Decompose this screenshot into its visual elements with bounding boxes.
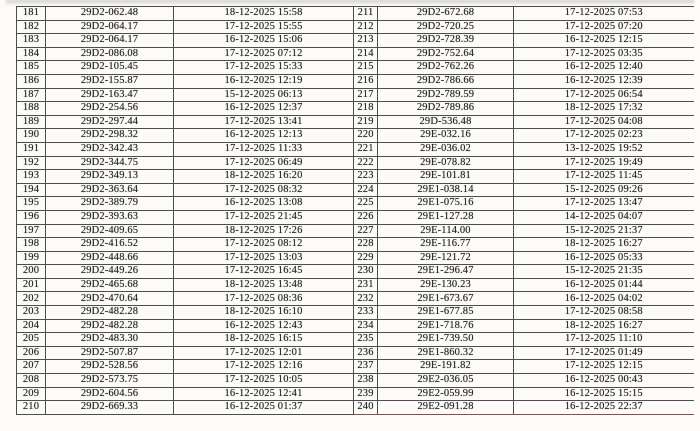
plate-number-cell: 29D2-344.75 bbox=[46, 156, 174, 170]
plate-number-cell: 29D2-720.25 bbox=[378, 20, 514, 34]
row-number-cell: 217 bbox=[354, 88, 378, 102]
plate-number-cell: 29D2-507.87 bbox=[46, 346, 174, 360]
datetime-cell: 15-12-2025 21:37 bbox=[514, 224, 694, 238]
row-number-cell: 202 bbox=[17, 292, 46, 306]
table-row bbox=[17, 238, 694, 252]
datetime-cell: 17-12-2025 16:45 bbox=[174, 265, 354, 279]
row-number-cell: 196 bbox=[17, 210, 46, 224]
table-row bbox=[17, 319, 694, 333]
table-row bbox=[17, 47, 694, 61]
row-number-cell: 229 bbox=[354, 251, 378, 265]
datetime-cell: 17-12-2025 11:10 bbox=[514, 333, 694, 347]
plate-number-cell: 29E-116.77 bbox=[378, 238, 514, 252]
row-number-cell: 206 bbox=[17, 346, 46, 360]
table-row bbox=[17, 197, 694, 211]
row-number-cell: 191 bbox=[17, 142, 46, 156]
plate-number-cell: 29D2-064.17 bbox=[46, 34, 174, 48]
datetime-cell: 18-12-2025 16:27 bbox=[514, 319, 694, 333]
plate-number-cell: 29D2-163.47 bbox=[46, 88, 174, 102]
row-number-cell: 227 bbox=[354, 224, 378, 238]
plate-number-cell: 29D2-573.75 bbox=[46, 374, 174, 388]
datetime-cell: 18-12-2025 16:20 bbox=[174, 170, 354, 184]
datetime-cell: 17-12-2025 11:45 bbox=[514, 170, 694, 184]
row-number-cell: 231 bbox=[354, 278, 378, 292]
plate-number-cell: 29D2-062.48 bbox=[46, 7, 174, 21]
row-number-cell: 193 bbox=[17, 170, 46, 184]
row-number-cell: 183 bbox=[17, 34, 46, 48]
plate-number-cell: 29D2-155.87 bbox=[46, 74, 174, 88]
datetime-cell: 17-12-2025 11:33 bbox=[174, 142, 354, 156]
table-row bbox=[17, 360, 694, 374]
row-number-cell: 199 bbox=[17, 251, 46, 265]
datetime-cell: 17-12-2025 08:36 bbox=[174, 292, 354, 306]
table-row bbox=[17, 61, 694, 75]
datetime-cell: 16-12-2025 12:40 bbox=[514, 61, 694, 75]
datetime-cell: 17-12-2025 04:08 bbox=[514, 115, 694, 129]
row-number-cell: 198 bbox=[17, 238, 46, 252]
plate-number-cell: 29D2-762.26 bbox=[378, 61, 514, 75]
datetime-cell: 17-12-2025 12:15 bbox=[514, 360, 694, 374]
plate-number-cell: 29E-036.02 bbox=[378, 142, 514, 156]
plate-number-cell: 29D2-349.13 bbox=[46, 170, 174, 184]
row-number-cell: 185 bbox=[17, 61, 46, 75]
datetime-cell: 16-12-2025 13:08 bbox=[174, 197, 354, 211]
row-number-cell: 238 bbox=[354, 374, 378, 388]
datetime-cell: 18-12-2025 16:10 bbox=[174, 306, 354, 320]
datetime-cell: 16-12-2025 05:33 bbox=[514, 251, 694, 265]
plate-number-cell: 29E-101.81 bbox=[378, 170, 514, 184]
plate-number-cell: 29D2-254.56 bbox=[46, 102, 174, 116]
datetime-cell: 16-12-2025 22:37 bbox=[514, 401, 694, 415]
datetime-cell: 17-12-2025 08:58 bbox=[514, 306, 694, 320]
datetime-cell: 18-12-2025 13:48 bbox=[174, 278, 354, 292]
plate-number-cell: 29E1-673.67 bbox=[378, 292, 514, 306]
plate-number-cell: 29D2-416.52 bbox=[46, 238, 174, 252]
row-number-cell: 223 bbox=[354, 170, 378, 184]
plate-number-cell: 29D2-297.44 bbox=[46, 115, 174, 129]
table-row bbox=[17, 346, 694, 360]
datetime-cell: 15-12-2025 09:26 bbox=[514, 183, 694, 197]
datetime-cell: 17-12-2025 07:20 bbox=[514, 20, 694, 34]
datetime-cell: 17-12-2025 13:41 bbox=[174, 115, 354, 129]
plate-number-cell: 29E2-036.05 bbox=[378, 374, 514, 388]
table-row bbox=[17, 278, 694, 292]
plate-number-cell: 29D2-672.68 bbox=[378, 7, 514, 21]
table-row bbox=[17, 374, 694, 388]
datetime-cell: 16-12-2025 12:37 bbox=[174, 102, 354, 116]
datetime-cell: 17-12-2025 06:49 bbox=[174, 156, 354, 170]
plate-number-cell: 29D2-604.56 bbox=[46, 387, 174, 401]
row-number-cell: 200 bbox=[17, 265, 46, 279]
datetime-cell: 16-12-2025 15:06 bbox=[174, 34, 354, 48]
plate-number-cell: 29D2-448.66 bbox=[46, 251, 174, 265]
plate-number-cell: 29E1-296.47 bbox=[378, 265, 514, 279]
plate-number-cell: 29D2-298.32 bbox=[46, 129, 174, 143]
row-number-cell: 225 bbox=[354, 197, 378, 211]
plate-number-cell: 29D2-393.63 bbox=[46, 210, 174, 224]
row-number-cell: 213 bbox=[354, 34, 378, 48]
row-number-cell: 195 bbox=[17, 197, 46, 211]
table-row bbox=[17, 224, 694, 238]
row-number-cell: 222 bbox=[354, 156, 378, 170]
row-number-cell: 219 bbox=[354, 115, 378, 129]
datetime-cell: 14-12-2025 04:07 bbox=[514, 210, 694, 224]
plate-number-cell: 29E1-860.32 bbox=[378, 346, 514, 360]
datetime-cell: 17-12-2025 10:05 bbox=[174, 374, 354, 388]
row-number-cell: 215 bbox=[354, 61, 378, 75]
table-row bbox=[17, 210, 694, 224]
plate-number-cell: 29E-078.82 bbox=[378, 156, 514, 170]
row-number-cell: 235 bbox=[354, 333, 378, 347]
row-number-cell: 188 bbox=[17, 102, 46, 116]
table-row bbox=[17, 142, 694, 156]
plate-number-cell: 29D2-483.30 bbox=[46, 333, 174, 347]
plate-number-cell: 29E1-718.76 bbox=[378, 319, 514, 333]
plate-number-cell: 29D2-786.66 bbox=[378, 74, 514, 88]
datetime-cell: 17-12-2025 12:01 bbox=[174, 346, 354, 360]
datetime-cell: 18-12-2025 16:27 bbox=[514, 238, 694, 252]
table-row bbox=[17, 306, 694, 320]
row-number-cell: 234 bbox=[354, 319, 378, 333]
row-number-cell: 228 bbox=[354, 238, 378, 252]
row-number-cell: 187 bbox=[17, 88, 46, 102]
plate-number-cell: 29E-121.72 bbox=[378, 251, 514, 265]
plate-number-cell: 29D2-482.28 bbox=[46, 306, 174, 320]
table-row bbox=[17, 88, 694, 102]
plate-number-cell: 29D2-465.68 bbox=[46, 278, 174, 292]
datetime-cell: 17-12-2025 06:54 bbox=[514, 88, 694, 102]
row-number-cell: 209 bbox=[17, 387, 46, 401]
table-row bbox=[17, 7, 694, 21]
row-number-cell: 220 bbox=[354, 129, 378, 143]
row-number-cell: 226 bbox=[354, 210, 378, 224]
row-number-cell: 211 bbox=[354, 7, 378, 21]
plate-number-cell: 29D2-086.08 bbox=[46, 47, 174, 61]
datetime-cell: 13-12-2025 19:52 bbox=[514, 142, 694, 156]
row-number-cell: 204 bbox=[17, 319, 46, 333]
table-row bbox=[17, 183, 694, 197]
plate-number-cell: 29D2-363.64 bbox=[46, 183, 174, 197]
datetime-cell: 17-12-2025 03:35 bbox=[514, 47, 694, 61]
plate-number-cell: 29D2-064.17 bbox=[46, 20, 174, 34]
plate-number-cell: 29E2-091.28 bbox=[378, 401, 514, 415]
datetime-cell: 17-12-2025 19:49 bbox=[514, 156, 694, 170]
datetime-cell: 15-12-2025 21:35 bbox=[514, 265, 694, 279]
plate-number-cell: 29D2-669.33 bbox=[46, 401, 174, 415]
datetime-cell: 17-12-2025 08:32 bbox=[174, 183, 354, 197]
row-number-cell: 233 bbox=[354, 306, 378, 320]
datetime-cell: 17-12-2025 01:49 bbox=[514, 346, 694, 360]
row-number-cell: 201 bbox=[17, 278, 46, 292]
row-number-cell: 210 bbox=[17, 401, 46, 415]
datetime-cell: 16-12-2025 01:37 bbox=[174, 401, 354, 415]
row-number-cell: 192 bbox=[17, 156, 46, 170]
datetime-cell: 17-12-2025 08:12 bbox=[174, 238, 354, 252]
datetime-cell: 17-12-2025 07:53 bbox=[514, 7, 694, 21]
row-number-cell: 224 bbox=[354, 183, 378, 197]
datetime-cell: 17-12-2025 07:12 bbox=[174, 47, 354, 61]
row-number-cell: 205 bbox=[17, 333, 46, 347]
table-row bbox=[17, 401, 694, 415]
row-number-cell: 203 bbox=[17, 306, 46, 320]
datetime-cell: 16-12-2025 12:39 bbox=[514, 74, 694, 88]
row-number-cell: 239 bbox=[354, 387, 378, 401]
table-row bbox=[17, 20, 694, 34]
datetime-cell: 16-12-2025 12:41 bbox=[174, 387, 354, 401]
datetime-cell: 17-12-2025 13:47 bbox=[514, 197, 694, 211]
plate-number-cell: 29D-536.48 bbox=[378, 115, 514, 129]
row-number-cell: 182 bbox=[17, 20, 46, 34]
row-number-cell: 232 bbox=[354, 292, 378, 306]
datetime-cell: 15-12-2025 06:13 bbox=[174, 88, 354, 102]
plate-number-cell: 29D2-342.43 bbox=[46, 142, 174, 156]
datetime-cell: 16-12-2025 15:15 bbox=[514, 387, 694, 401]
plate-number-cell: 29D2-752.64 bbox=[378, 47, 514, 61]
datetime-cell: 17-12-2025 13:03 bbox=[174, 251, 354, 265]
plate-number-cell: 29E-130.23 bbox=[378, 278, 514, 292]
table-row bbox=[17, 34, 694, 48]
datetime-cell: 16-12-2025 12:19 bbox=[174, 74, 354, 88]
row-number-cell: 212 bbox=[354, 20, 378, 34]
row-number-cell: 181 bbox=[17, 7, 46, 21]
row-number-cell: 218 bbox=[354, 102, 378, 116]
plate-table-body bbox=[17, 7, 694, 415]
row-number-cell: 184 bbox=[17, 47, 46, 61]
plate-number-cell: 29D2-470.64 bbox=[46, 292, 174, 306]
plate-number-cell: 29E2-059.99 bbox=[378, 387, 514, 401]
plate-number-cell: 29E1-677.85 bbox=[378, 306, 514, 320]
datetime-cell: 16-12-2025 12:13 bbox=[174, 129, 354, 143]
plate-number-cell: 29D2-789.86 bbox=[378, 102, 514, 116]
row-number-cell: 189 bbox=[17, 115, 46, 129]
row-number-cell: 197 bbox=[17, 224, 46, 238]
datetime-cell: 18-12-2025 17:26 bbox=[174, 224, 354, 238]
row-number-cell: 221 bbox=[354, 142, 378, 156]
datetime-cell: 17-12-2025 02:23 bbox=[514, 129, 694, 143]
plate-log-table bbox=[16, 6, 694, 415]
plate-number-cell: 29D2-389.79 bbox=[46, 197, 174, 211]
plate-number-cell: 29D2-105.45 bbox=[46, 61, 174, 75]
plate-number-cell: 29D2-528.56 bbox=[46, 360, 174, 374]
table-row bbox=[17, 115, 694, 129]
table-row bbox=[17, 74, 694, 88]
plate-number-cell: 29E1-739.50 bbox=[378, 333, 514, 347]
table-row bbox=[17, 129, 694, 143]
plate-number-cell: 29E1-038.14 bbox=[378, 183, 514, 197]
plate-number-cell: 29E1-075.16 bbox=[378, 197, 514, 211]
plate-number-cell: 29E-114.00 bbox=[378, 224, 514, 238]
plate-number-cell: 29E1-127.28 bbox=[378, 210, 514, 224]
datetime-cell: 17-12-2025 12:16 bbox=[174, 360, 354, 374]
datetime-cell: 16-12-2025 01:44 bbox=[514, 278, 694, 292]
datetime-cell: 18-12-2025 16:15 bbox=[174, 333, 354, 347]
row-number-cell: 236 bbox=[354, 346, 378, 360]
plate-number-cell: 29D2-449.26 bbox=[46, 265, 174, 279]
table-row bbox=[17, 292, 694, 306]
datetime-cell: 17-12-2025 15:55 bbox=[174, 20, 354, 34]
row-number-cell: 216 bbox=[354, 74, 378, 88]
table-row bbox=[17, 102, 694, 116]
cropped-row-remnant bbox=[6, 0, 694, 4]
plate-number-cell: 29D2-409.65 bbox=[46, 224, 174, 238]
plate-number-cell: 29D2-728.39 bbox=[378, 34, 514, 48]
table-row bbox=[17, 333, 694, 347]
plate-number-cell: 29E-191.82 bbox=[378, 360, 514, 374]
plate-number-cell: 29E-032.16 bbox=[378, 129, 514, 143]
row-number-cell: 237 bbox=[354, 360, 378, 374]
datetime-cell: 16-12-2025 12:43 bbox=[174, 319, 354, 333]
row-number-cell: 208 bbox=[17, 374, 46, 388]
datetime-cell: 16-12-2025 12:15 bbox=[514, 34, 694, 48]
row-number-cell: 230 bbox=[354, 265, 378, 279]
plate-number-cell: 29D2-482.28 bbox=[46, 319, 174, 333]
table-row bbox=[17, 170, 694, 184]
datetime-cell: 18-12-2025 15:58 bbox=[174, 7, 354, 21]
table-row bbox=[17, 265, 694, 279]
table-row bbox=[17, 251, 694, 265]
table-row bbox=[17, 387, 694, 401]
row-number-cell: 190 bbox=[17, 129, 46, 143]
table-row bbox=[17, 156, 694, 170]
row-number-cell: 214 bbox=[354, 47, 378, 61]
row-number-cell: 207 bbox=[17, 360, 46, 374]
row-number-cell: 194 bbox=[17, 183, 46, 197]
datetime-cell: 18-12-2025 17:32 bbox=[514, 102, 694, 116]
row-number-cell: 186 bbox=[17, 74, 46, 88]
datetime-cell: 16-12-2025 00:43 bbox=[514, 374, 694, 388]
datetime-cell: 17-12-2025 21:45 bbox=[174, 210, 354, 224]
datetime-cell: 17-12-2025 15:33 bbox=[174, 61, 354, 75]
row-number-cell: 240 bbox=[354, 401, 378, 415]
plate-number-cell: 29D2-789.59 bbox=[378, 88, 514, 102]
datetime-cell: 16-12-2025 04:02 bbox=[514, 292, 694, 306]
